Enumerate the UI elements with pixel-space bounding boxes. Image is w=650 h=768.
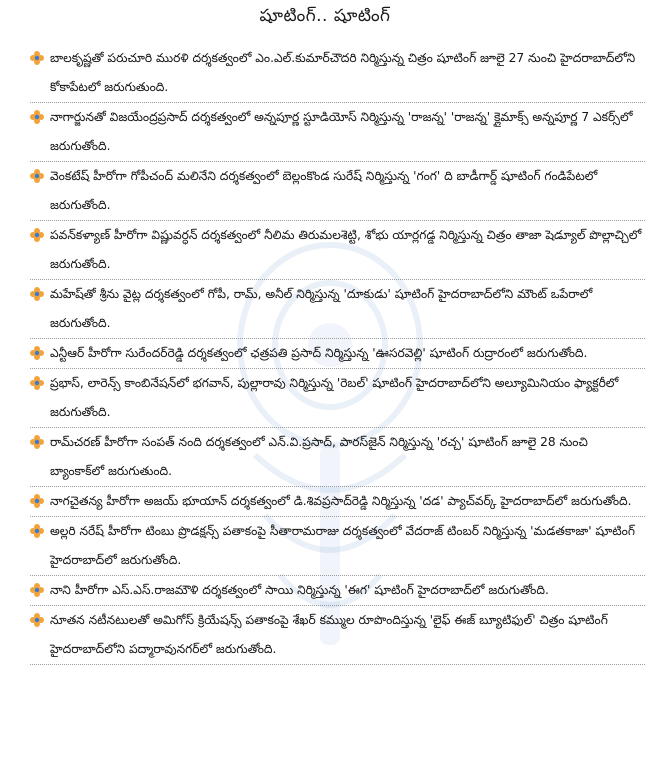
list-item [30, 576, 645, 606]
list-item-text: ఎన్టీఆర్ హీరోగా సురేందర్‌రెడ్డి దర్శకత్వంలో ఛత్రపతి ప్రసాద్ నిర్మిస్తున్న 'ఊసరవెల్లి' షూటింగ్ రుద్రారంలో జరుగుతోంది. [50, 346, 588, 360]
list-item [30, 339, 645, 369]
list-item [30, 162, 645, 221]
list-item [30, 44, 645, 103]
list-item-text: మహేష్‌తో శ్రీను వైట్ల దర్శకత్వంలో గోపీ, రామ్, అనీల్ నిర్మిస్తున్న 'దూకుడు' షూటింగ్ హైదరాబాద్‌లోని మౌంట్ ఒపేరాలో జరుగుతోంది. [50, 287, 593, 330]
header [0, 6, 650, 30]
flower-bullet-icon [30, 287, 44, 301]
flower-bullet-icon [30, 51, 44, 65]
list-item-text: నాగార్జునతో విజయేంద్రప్రసాద్ దర్శకత్వంలో అన్నపూర్ణ స్టూడియోస్ నిర్మిస్తున్న 'రాజన్న' 'రాజన్న' క్లైమాక్స్ అన్నపూర్ణ 7 ఎకర్స్‌లో జరుగుతోంది. [50, 110, 633, 153]
list-item-text: అల్లరి నరేష్ హీరోగా టింబు ప్రొడక్షన్స్ పతాకంపై సీతారామరాజు దర్శకత్వంలో వేదరాజ్ టింబర్ నిర్మిస్తున్న 'మడతకాజా' షూటింగ్ హైదరాబాద్‌లో జరుగుతోంది. [50, 524, 635, 567]
flower-bullet-icon [30, 169, 44, 183]
list-item-text: ప్రభాస్, లారెన్స్ కాంబినేషన్‌లో భగవాన్, పుల్లారావు నిర్మిస్తున్న 'రెబల్' షూటింగ్ హైదరాబాద్‌లోని అల్యూమినియం ఫ్యాక్టరీలో జరుగుతోంది. [50, 376, 619, 419]
list-item [30, 606, 645, 665]
list-item [30, 487, 645, 517]
flower-bullet-icon [30, 110, 44, 124]
list-item-text: బాలకృష్ణతో పరుచూరి మురళి దర్శకత్వంలో ఎం.ఎల్.కుమార్‌చౌదరి నిర్మిస్తున్న చిత్రం షూటింగ్ జూలై 27 నుంచి హైదరాబాద్‌లోని కోకాపేటలో జరుగుతుంది. [50, 51, 636, 94]
list-item-text: నాని హీరోగా ఎస్.ఎస్.రాజమౌళి దర్శకత్వంలో సాయి నిర్మిస్తున్న 'ఈగ' షూటింగ్ హైదరాబాద్‌లో జరుగుతోంది. [50, 583, 549, 597]
list-item [30, 103, 645, 162]
news-list [30, 44, 645, 665]
flower-bullet-icon [30, 228, 44, 242]
flower-bullet-icon [30, 494, 44, 508]
list-item-text: రామ్‌చరణ్ హీరోగా సంపత్ నంది దర్శకత్వంలో ఎన్.వి.ప్రసాద్, పారస్‌జైన్ నిర్మిస్తున్న 'రచ్చ' షూటింగ్ జూలై 28 నుంచి బ్యాంకాక్‌లో జరుగుతుంది. [50, 435, 588, 478]
flower-bullet-icon [30, 376, 44, 390]
flower-bullet-icon [30, 613, 44, 627]
flower-bullet-icon [30, 435, 44, 449]
list-item-text: వెంకటేష్ హీరోగా గోపీచంద్ మలినేని దర్శకత్వంలో బెల్లంకొండ సురేష్ నిర్మిస్తున్న 'గంగ' ది బాడీగార్డ్ షూటింగ్ గండిపేటలో జరుగుతోంది. [50, 169, 598, 212]
list-item-text: నాగచైతన్య హీరోగా అజయ్ భూయాన్ దర్శకత్వంలో డి.శివప్రసాద్‌రెడ్డి నిర్మిస్తున్న 'దడ' ప్యాచ్‌వర్క్ హైదరాబాద్‌లో జరుగుతోంది. [50, 494, 632, 508]
flower-bullet-icon [30, 583, 44, 597]
list-item [30, 517, 645, 576]
list-item [30, 369, 645, 428]
page-title: షూటింగ్.. షూటింగ్ [259, 6, 391, 26]
list-item [30, 221, 645, 280]
flower-bullet-icon [30, 524, 44, 538]
list-item-text: నూతన నటీనటులతో అమిగోస్ క్రియేషన్స్ పతాకంపై శేఖర్ కమ్ముల రూపొందిస్తున్న 'లైఫ్ ఈజ్ బ్యూటిఫుల్' చిత్రం షూటింగ్ హైదరాబాద్‌లోని పద్మారావునగర్‌లో జరుగుతోంది. [50, 613, 608, 656]
list-item [30, 428, 645, 487]
list-item-text: పవన్‌కళ్యాణ్ హీరోగా విష్ణువర్ధన్ దర్శకత్వంలో నీలిమ తిరుమలశెట్టి, శోభు యార్లగడ్డ నిర్మిస్తున్న చిత్రం తాజా షెడ్యూల్ పొల్లాచ్చిలో జరుగుతోంది. [50, 228, 642, 271]
list-item [30, 280, 645, 339]
flower-bullet-icon [30, 346, 44, 360]
